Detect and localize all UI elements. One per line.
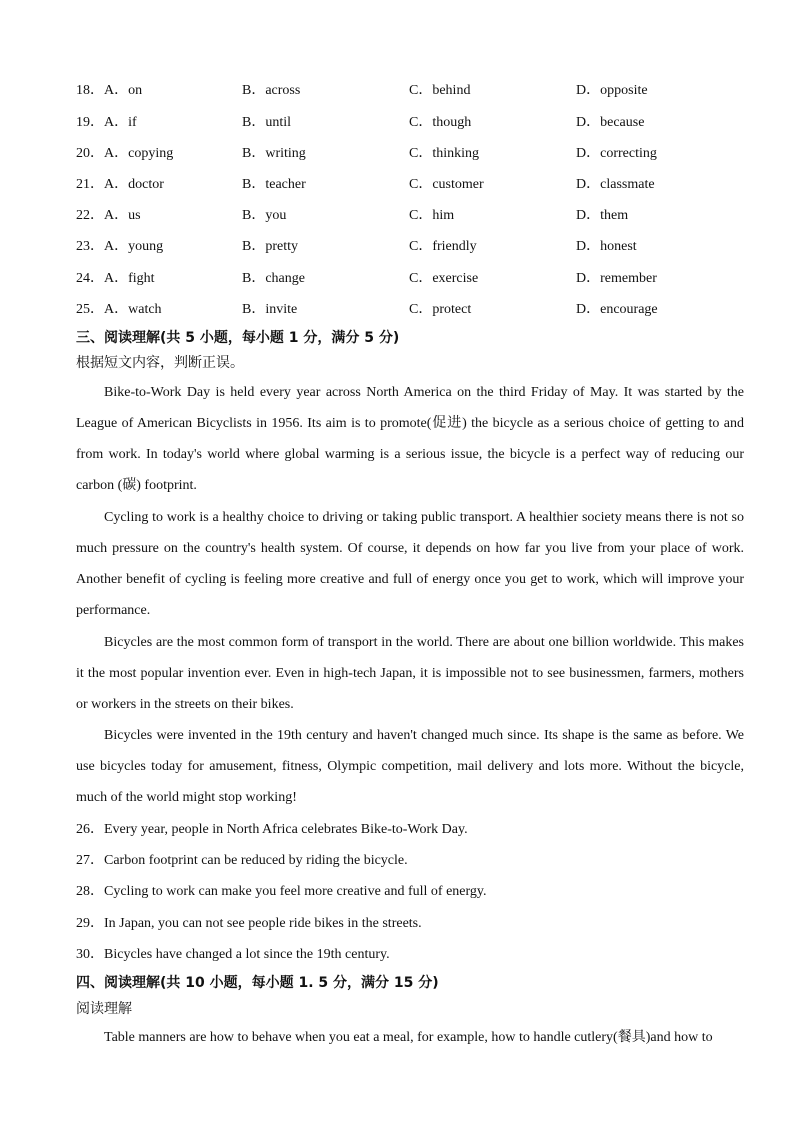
option-row-20: 20．A．copying B．writing C．thinking D．correcting — [76, 146, 657, 161]
option-a: if — [128, 115, 137, 130]
option-d: opposite — [600, 83, 648, 98]
option-b: pretty — [265, 239, 298, 254]
question-number: 18 — [76, 83, 90, 98]
option-d: classmate — [600, 177, 655, 192]
option-row-24: 24．A．fight B．change C．exercise D．remember — [76, 271, 657, 286]
question-number: 21 — [76, 177, 90, 192]
option-c: customer — [432, 177, 484, 192]
option-b: invite — [265, 302, 298, 317]
option-row-21: 21．A．doctor B．teacher C．customer D．classmate — [76, 177, 655, 192]
section-3-heading: 三、阅读理解(共 5 小题，每小题 1 分，满分 5 分) — [76, 330, 400, 346]
option-b: you — [265, 208, 287, 223]
option-row-25: 25．A．watch B．invite C．protect D．encourage — [76, 302, 658, 317]
option-a: watch — [128, 302, 162, 317]
judge-question-30: 30．Bicycles have changed a lot since the 19th century. — [76, 947, 390, 962]
passage-paragraph-4: Bicycles were invented in the 19th century and haven't changed much since. Its shape is the same as before. We use bicycles today for amusement, fitness, Olympic competition, mail delivery and lots more. Without the bicycle, much of the world might stop working! — [76, 728, 744, 805]
option-c: exercise — [432, 271, 479, 286]
option-row-18: 18．A．on B．across C．behind D．opposite — [76, 83, 648, 98]
option-row-22: 22．A．us B．you C．him D．them — [76, 208, 629, 223]
option-c: thinking — [432, 146, 480, 161]
judge-question-26: 26．Every year, people in North Africa celebrates Bike-to-Work Day. — [76, 822, 468, 837]
question-number: 20 — [76, 146, 90, 161]
passage-2-paragraph-start: Table manners are how to behave when you eat a meal, for example, how to handle cutlery(餐具)and how to — [104, 1030, 713, 1045]
option-b: change — [265, 271, 305, 286]
passage-paragraph-3: Bicycles are the most common form of transport in the world. There are about one billion worldwide. This makes it the most popular invention ever. Even in high-tech Japan, it is impossible not to see businessmen, farmers, mothers or workers in the streets on their bikes. — [76, 635, 744, 712]
judge-question-27: 27．Carbon footprint can be reduced by riding the bicycle. — [76, 853, 408, 868]
option-d: encourage — [600, 302, 658, 317]
question-number: 19 — [76, 115, 90, 130]
option-b: writing — [265, 146, 306, 161]
option-c: behind — [432, 83, 471, 98]
option-d: honest — [600, 239, 637, 254]
passage-paragraph-1: Bike-to-Work Day is held every year across North America on the third Friday of May. It was started by the League of American Bicyclists in 1956. Its aim is to promote(促进) the bicycle as a serious choice of getting to and from work. In today's world where global warming is a serious issue, the bicycle is a perfect way of reducing our carbon (碳) footprint. — [76, 385, 744, 493]
option-b: across — [265, 83, 301, 98]
option-a: young — [128, 239, 164, 254]
option-c: him — [432, 208, 455, 223]
option-b: teacher — [265, 177, 306, 192]
question-number: 25 — [76, 302, 90, 317]
passage-paragraph-2: Cycling to work is a healthy choice to driving or taking public transport. A healthier society means there is not so much pressure on the country's health system. Of course, it depends on how far you live from your place of work. Another benefit of cycling is feeling more creative and full of energy once you get to work, which will improve your performance. — [76, 510, 744, 618]
option-a: on — [128, 83, 143, 98]
judge-question-28: 28．Cycling to work can make you feel more creative and full of energy. — [76, 884, 487, 899]
option-a: fight — [128, 271, 155, 286]
section-4-instruction: 阅读理解 — [76, 1001, 132, 1017]
section-3-instruction: 根据短文内容，判断正误。 — [76, 355, 244, 371]
option-c: protect — [432, 302, 472, 317]
option-c: though — [432, 115, 472, 130]
option-d: because — [600, 115, 645, 130]
option-d: remember — [600, 271, 657, 286]
option-a: us — [128, 208, 141, 223]
option-d: them — [600, 208, 629, 223]
option-row-23: 23．A．young B．pretty C．friendly D．honest — [76, 239, 637, 254]
section-4-heading: 四、阅读理解(共 10 小题，每小题 1. 5 分，满分 15 分) — [76, 975, 439, 991]
option-row-19: 19．A．if B．until C．though D．because — [76, 115, 645, 130]
question-number: 22 — [76, 208, 90, 223]
question-number: 23 — [76, 239, 90, 254]
option-c: friendly — [432, 239, 477, 254]
option-a: doctor — [128, 177, 164, 192]
option-a: copying — [128, 146, 174, 161]
question-number: 24 — [76, 271, 90, 286]
option-d: correcting — [600, 146, 657, 161]
judge-question-29: 29．In Japan, you can not see people ride bikes in the streets. — [76, 916, 422, 931]
option-b: until — [265, 115, 292, 130]
